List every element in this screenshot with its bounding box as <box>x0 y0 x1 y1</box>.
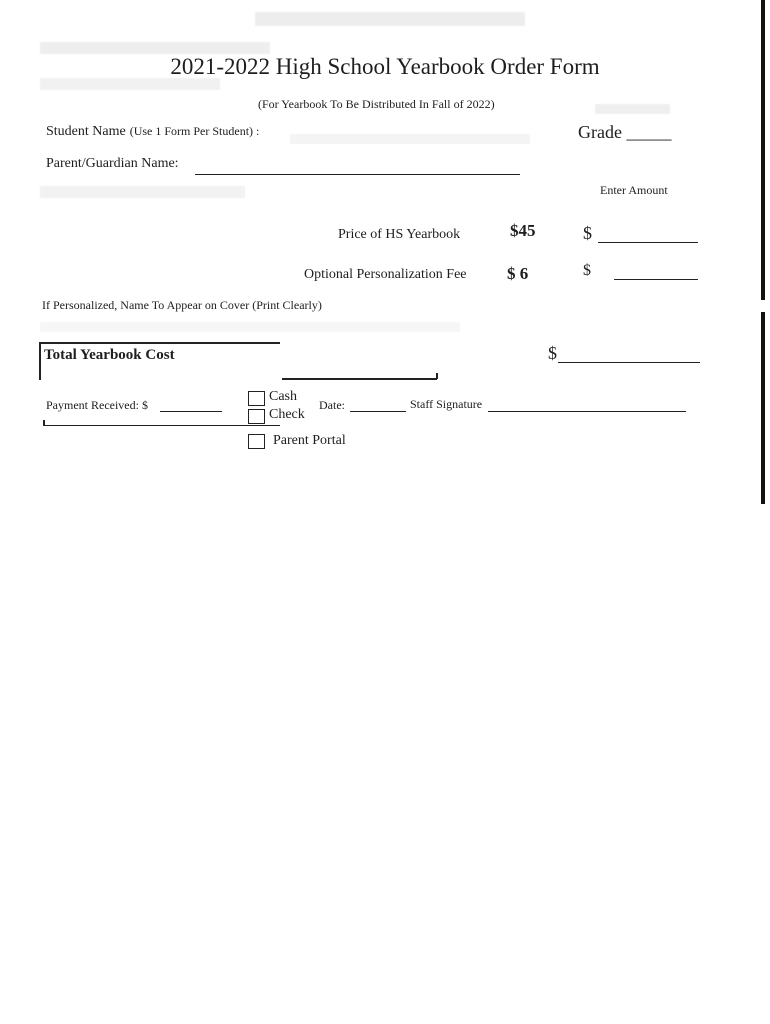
payment-amount-line[interactable] <box>160 411 222 412</box>
price-amount-line[interactable] <box>598 242 698 243</box>
staff-signature-label: Staff Signature <box>410 397 483 411</box>
total-dollar-sign: $ <box>548 343 557 363</box>
form-title: 2021-2022 High School Yearbook Order Form <box>170 54 600 79</box>
bleed-through-mark <box>40 42 270 54</box>
bleed-through-mark <box>290 134 530 144</box>
total-label: Total Yearbook Cost <box>44 347 175 363</box>
payment-underline-tick <box>43 420 45 426</box>
price-label: Price of HS Yearbook <box>338 227 461 242</box>
personalization-value: $ 6 <box>507 264 529 283</box>
student-name-note: (Use 1 Form Per Student) : <box>129 124 260 138</box>
parent-name-line[interactable] <box>195 174 520 175</box>
personalized-name-label: If Personalized, Name To Appear on Cover (Print Clearly) <box>42 298 322 312</box>
check-checkbox[interactable] <box>248 409 265 424</box>
check-label: Check <box>269 407 305 422</box>
student-name-field[interactable] <box>46 122 259 140</box>
price-value: $45 <box>510 221 536 240</box>
total-underline-tick <box>436 373 438 379</box>
enter-amount-label: Enter Amount <box>600 183 668 197</box>
student-name-label: Student Name <box>46 124 126 139</box>
price-dollar-sign: $ <box>583 223 592 243</box>
grade-field[interactable]: Grade _____ <box>578 122 672 142</box>
total-box-top <box>40 342 280 344</box>
personalization-dollar-sign: $ <box>583 262 591 279</box>
scan-edge-bar <box>761 312 765 504</box>
date-line[interactable] <box>350 411 406 412</box>
total-amount-line[interactable] <box>558 362 700 363</box>
parent-portal-label: Parent Portal <box>273 433 346 448</box>
cash-label: Cash <box>269 389 297 404</box>
personalization-label: Optional Personalization Fee <box>304 267 467 282</box>
cash-checkbox[interactable] <box>248 391 265 406</box>
total-underline <box>282 378 437 380</box>
bleed-through-mark <box>40 322 460 332</box>
scan-edge-bar <box>761 0 765 300</box>
payment-underline <box>44 425 280 426</box>
bleed-through-mark <box>255 12 525 26</box>
bleed-through-mark <box>40 186 245 198</box>
form-subtitle: (For Yearbook To Be Distributed In Fall of 2022) <box>258 97 495 111</box>
parent-name-label: Parent/Guardian Name: <box>46 156 179 171</box>
staff-signature-line[interactable] <box>488 411 686 412</box>
payment-received-label: Payment Received: $ <box>46 398 148 412</box>
total-box-left <box>39 342 41 380</box>
bleed-through-mark <box>595 104 670 114</box>
date-label: Date: <box>319 398 345 412</box>
personalization-amount-line[interactable] <box>614 279 698 280</box>
parent-portal-checkbox[interactable] <box>248 434 265 449</box>
